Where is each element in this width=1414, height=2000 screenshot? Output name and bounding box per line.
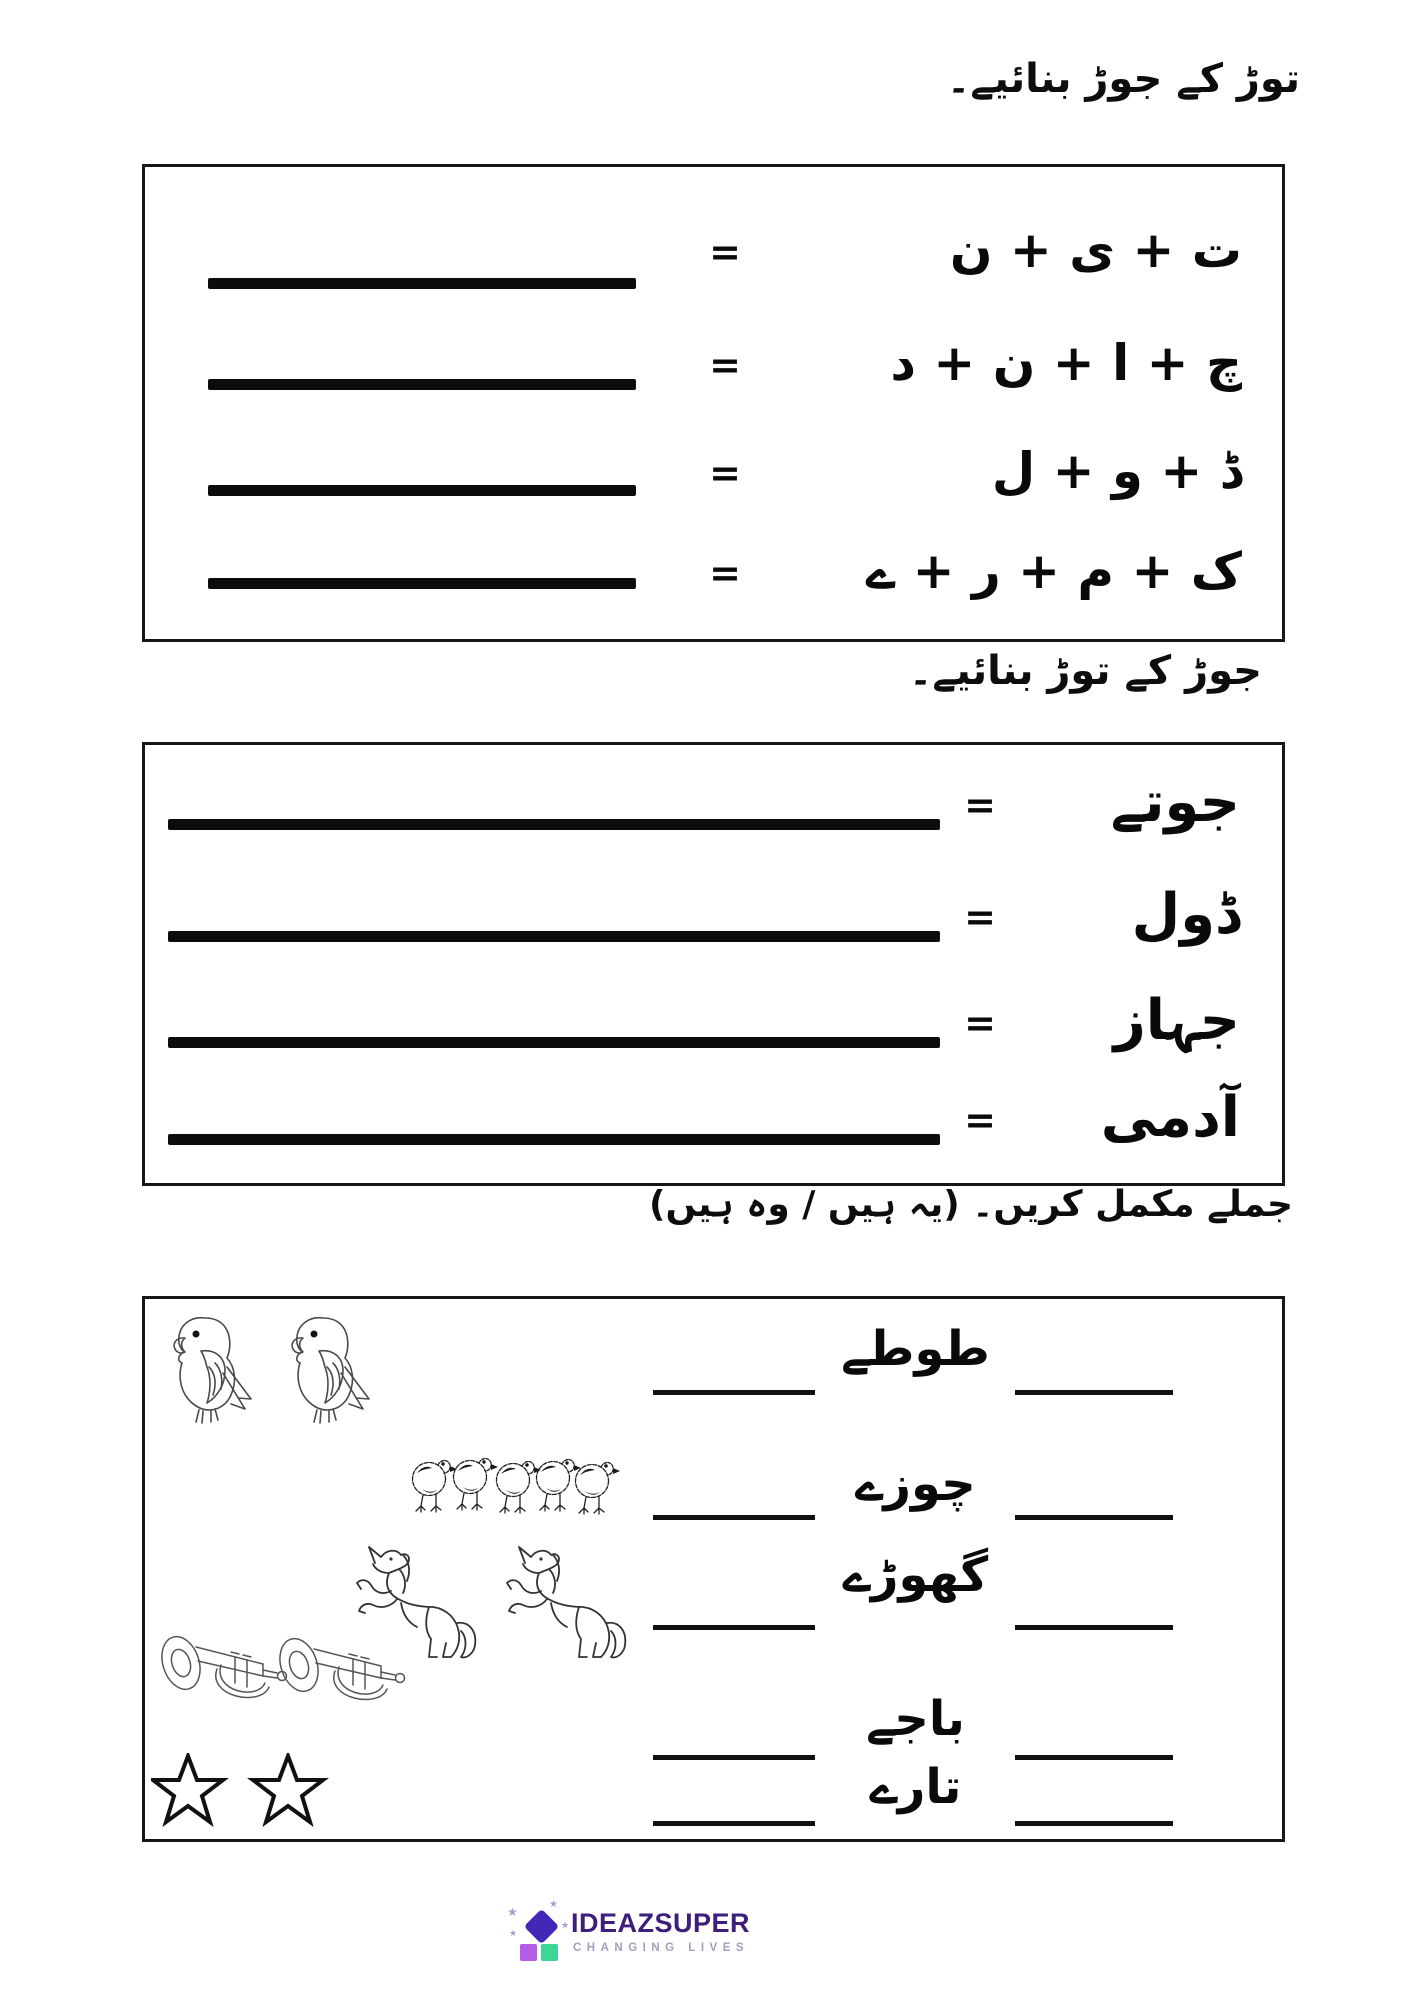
source-word: ڈول <box>1131 882 1240 947</box>
chicks-icon <box>408 1449 624 1517</box>
sentence-blank-right <box>1015 1821 1173 1826</box>
complete-sentences-box <box>142 1296 1285 1842</box>
letters-expression: ک + م + ر + ے <box>865 542 1242 600</box>
sentence-blank-right <box>1015 1390 1173 1395</box>
answer-blank-line <box>168 1134 940 1145</box>
sparkle-icon: ★ <box>507 1905 518 1919</box>
answer-blank-line <box>208 485 636 496</box>
green-square-icon <box>541 1944 558 1961</box>
equals-sign: = <box>964 1098 996 1142</box>
join-to-break-box <box>142 742 1285 1186</box>
letters-expression: ڈ + و + ل <box>991 442 1242 500</box>
sentence-word: طوطے <box>841 1321 990 1377</box>
sentence-word: باجے <box>866 1691 965 1747</box>
sentence-blank-left <box>653 1515 815 1520</box>
equals-sign: = <box>964 783 996 827</box>
break-to-join-box <box>142 164 1285 642</box>
answer-blank-line <box>208 578 636 589</box>
source-word: آدمی <box>1100 1085 1240 1150</box>
stars-icon <box>151 1753 329 1831</box>
equals-sign: = <box>709 451 741 495</box>
sparkle-icon: ★ <box>509 1929 518 1939</box>
sentence-blank-left <box>653 1625 815 1630</box>
heading-join-to-break: جوڑ کے توڑ بنائیے۔ <box>908 648 1262 694</box>
heading-break-to-join: توڑ کے جوڑ بنائیے۔ <box>946 56 1300 102</box>
answer-blank-line <box>168 931 940 942</box>
equals-sign: = <box>709 230 741 274</box>
diamond-icon <box>524 1909 559 1944</box>
sentence-blank-left <box>653 1755 815 1760</box>
brand-logo <box>505 1899 785 1974</box>
purple-square-icon <box>520 1944 537 1961</box>
sentence-word: چوزے <box>855 1456 976 1512</box>
trumpets-icon <box>157 1631 407 1723</box>
brand-tagline: CHANGING LIVES <box>573 1942 750 1954</box>
sentence-word: تارے <box>869 1759 962 1815</box>
answer-blank-line <box>168 819 940 830</box>
sentence-blank-right <box>1015 1625 1173 1630</box>
heading-complete-sentences: جملے مکمل کریں۔ (یہ ہیں / وہ ہیں) <box>649 1184 1293 1225</box>
letters-expression: ت + ی + ن <box>949 221 1242 279</box>
answer-blank-line <box>208 278 636 289</box>
sentence-blank-right <box>1015 1755 1173 1760</box>
sentence-word: گھوڑے <box>842 1547 989 1603</box>
sentence-blank-left <box>653 1390 815 1395</box>
sparkle-icon: ★ <box>561 1921 570 1931</box>
equals-sign: = <box>709 343 741 387</box>
source-word: جوتے <box>1110 770 1240 835</box>
brand-name: IDEAZSUPER <box>571 1908 751 1938</box>
sparkle-icon: ★ <box>549 1899 558 1910</box>
sentence-blank-right <box>1015 1515 1173 1520</box>
sentence-blank-left <box>653 1821 815 1826</box>
equals-sign: = <box>964 1001 996 1045</box>
parrots-icon <box>165 1311 375 1425</box>
equals-sign: = <box>964 895 996 939</box>
letters-expression: چ + ا + ن + د <box>890 334 1242 392</box>
source-word: جہاز <box>1113 988 1240 1053</box>
answer-blank-line <box>208 379 636 390</box>
answer-blank-line <box>168 1037 940 1048</box>
equals-sign: = <box>709 551 741 595</box>
